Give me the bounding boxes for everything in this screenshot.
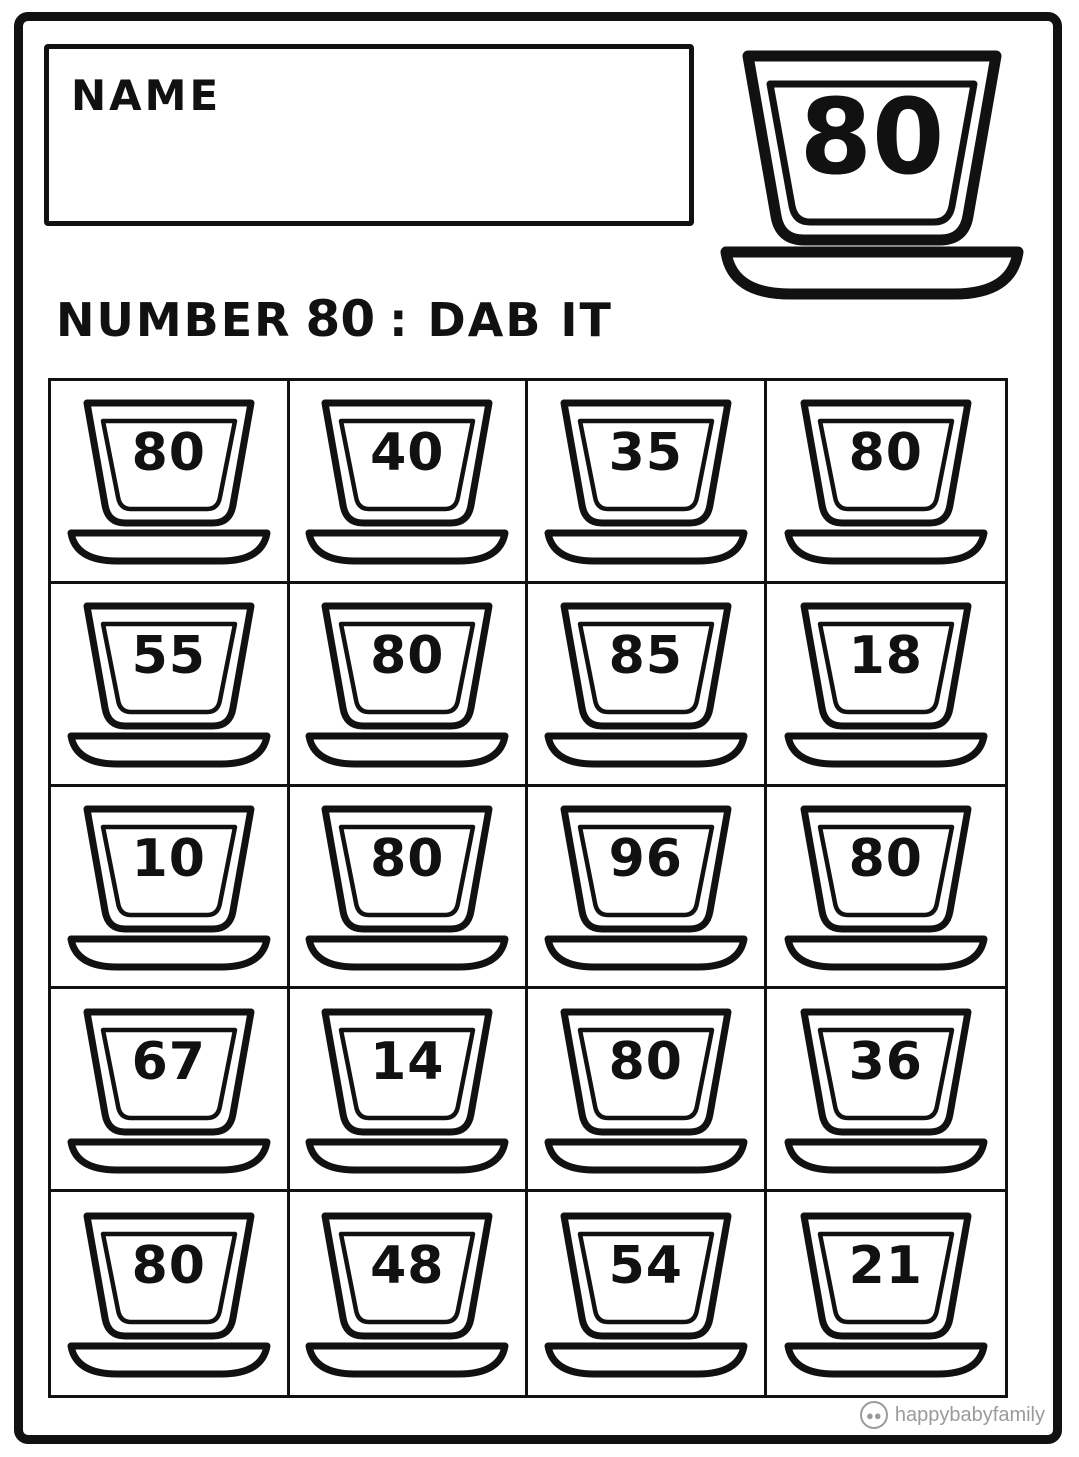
cup-number: 80 (848, 423, 923, 484)
grid-cell[interactable] (767, 1192, 1006, 1395)
grid-cell[interactable] (767, 989, 1006, 1192)
cup-number: 80 (370, 828, 445, 889)
name-field-box[interactable] (44, 44, 694, 226)
grid-cell[interactable] (290, 584, 529, 787)
watermark (860, 1401, 1045, 1429)
grid-cell[interactable] (528, 1192, 767, 1395)
cup-number: 36 (848, 1031, 923, 1092)
grid-cell[interactable] (528, 787, 767, 990)
teacup-icon (63, 596, 275, 771)
cup-number: 21 (848, 1236, 923, 1297)
cup-number: 35 (608, 423, 683, 484)
teacup-icon (780, 596, 992, 771)
grid-cell[interactable] (51, 787, 290, 990)
worksheet-title (56, 290, 613, 348)
cup-number: 85 (608, 626, 683, 687)
watermark-text: happybabyfamily (894, 1403, 1045, 1426)
cup-number: 48 (370, 1236, 445, 1297)
grid-cell[interactable] (290, 1192, 529, 1395)
cup-number: 18 (848, 626, 923, 687)
cup-number: 14 (370, 1031, 445, 1092)
grid-cell[interactable] (51, 584, 290, 787)
teacup-icon (63, 799, 275, 974)
title-number: 80 (305, 290, 376, 348)
grid-cell[interactable] (290, 787, 529, 990)
teacup-icon (540, 799, 752, 974)
cup-number: 80 (848, 828, 923, 889)
grid-cell[interactable] (290, 381, 529, 584)
grid-cell[interactable] (767, 584, 1006, 787)
grid-cell[interactable] (51, 381, 290, 584)
cup-number: 67 (131, 1031, 206, 1092)
teacup-icon (540, 1206, 752, 1381)
grid-cell[interactable] (290, 989, 529, 1192)
cup-number: 80 (131, 423, 206, 484)
name-label: NAME (71, 71, 222, 120)
cup-number: 10 (131, 828, 206, 889)
teacup-icon (780, 1002, 992, 1177)
teacup-icon (63, 393, 275, 568)
teacup-icon (301, 596, 513, 771)
header-cup-number: 80 (799, 76, 945, 198)
cup-number: 80 (131, 1236, 206, 1297)
teacup-icon (301, 1002, 513, 1177)
teacup-icon (540, 1002, 752, 1177)
grid-cell[interactable] (51, 989, 290, 1192)
title-prefix: NUMBER (56, 293, 292, 347)
cup-number: 80 (608, 1031, 683, 1092)
teacup-icon (540, 393, 752, 568)
dab-it-grid (48, 378, 1008, 1398)
grid-cell[interactable] (528, 381, 767, 584)
cup-number: 40 (370, 423, 445, 484)
teacup-icon (780, 393, 992, 568)
cup-number: 96 (608, 828, 683, 889)
grid-cell[interactable] (767, 787, 1006, 990)
cup-number: 80 (370, 626, 445, 687)
grid-cell[interactable] (528, 584, 767, 787)
title-suffix: : DAB IT (389, 293, 613, 347)
teacup-icon (780, 799, 992, 974)
teacup-icon (301, 799, 513, 974)
teacup-icon (63, 1206, 275, 1381)
header-teacup-icon (712, 40, 1032, 302)
teacup-icon (540, 596, 752, 771)
teacup-icon (301, 393, 513, 568)
teacup-icon (780, 1206, 992, 1381)
grid-cell[interactable] (51, 1192, 290, 1395)
cup-number: 55 (131, 626, 206, 687)
teacup-icon (63, 1002, 275, 1177)
cup-number: 54 (608, 1236, 683, 1297)
wechat-icon: ●● (860, 1401, 888, 1429)
grid-cell[interactable] (767, 381, 1006, 584)
grid-cell[interactable] (528, 989, 767, 1192)
teacup-icon (301, 1206, 513, 1381)
